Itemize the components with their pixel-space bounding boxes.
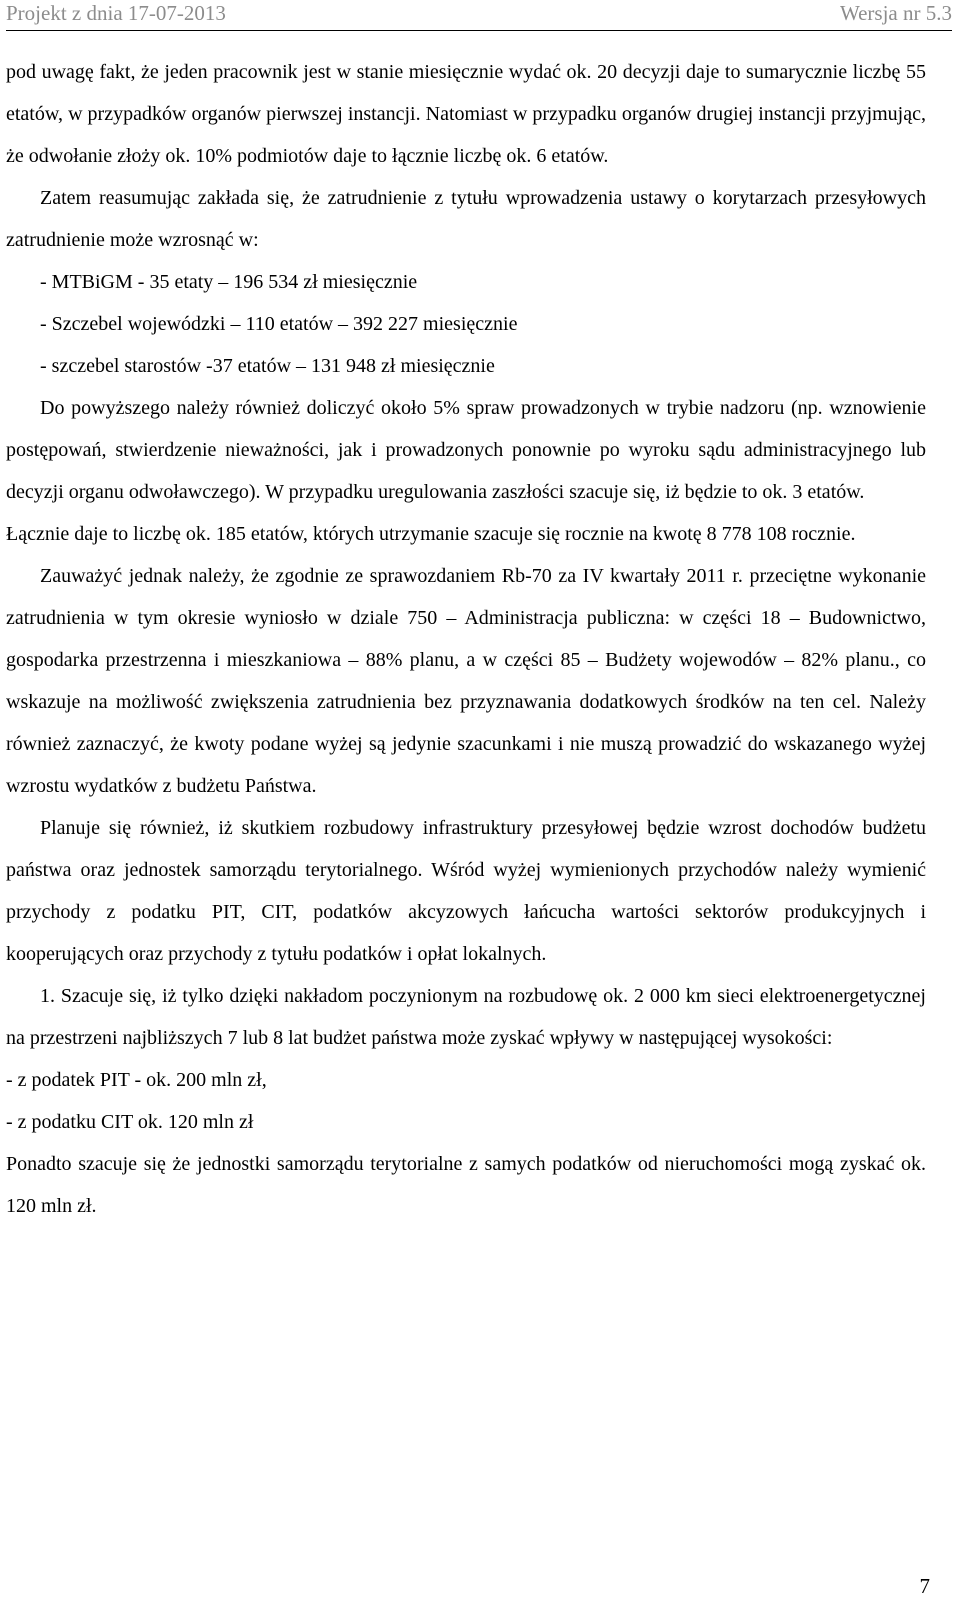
- page-header: [6, 0, 952, 31]
- paragraph-summary: Zatem reasumując zakłada się, że zatrudnienie z tytułu wprowadzenia ustawy o korytarzach przesyłowych zatrudnienie może wzrosnąć w:: [6, 187, 926, 251]
- list-item-cit: - z podatku CIT ok. 120 mln zł: [6, 1111, 254, 1133]
- paragraph-point-1: 1. Szacuje się, iż tylko dzięki nakładom poczynionym na rozbudowę ok. 2 000 km sieci elektroenergetycznej na przestrzeni najbliższych 7 lub 8 lat budżet państwa może zyskać wpływy w następującej wysokości:: [6, 985, 926, 1049]
- paragraph-intro: pod uwagę fakt, że jeden pracownik jest w stanie miesięcznie wydać ok. 20 decyzji daje to sumarycznie liczbę 55 etatów, w przypadków organów pierwszej instancji. Natomiast w przypadku organów drugiej instancji przyjmując, że odwołanie złoży ok. 10% podmiotów daje to łącznie liczbę ok. 6 etatów.: [6, 61, 926, 167]
- paragraph-revenue: Planuje się również, iż skutkiem rozbudowy infrastruktury przesyłowej będzie wzrost dochodów budżetu państwa oraz jednostek samorządu terytorialnego. Wśród wyżej wymienionych przychodów należy wymienić przychody z podatku PIT, CIT, podatków akcyzowych łańcucha wartości sektorów produkcyjnych i kooperujących oraz przychody z tytułu podatków i opłat lokalnych.: [6, 817, 926, 965]
- paragraph-rb70: Zauważyć jednak należy, że zgodnie ze sprawozdaniem Rb-70 za IV kwartały 2011 r. przeciętne wykonanie zatrudnienia w tym okresie wyniosło w dziale 750 – Administracja publiczna: w części 18 – Budownictwo, gospodarka przestrzenna i mieszkaniowa – 88% planu, a w części 85 – Budżety wojewodów – 82% planu., co wskazuje na możliwość zwiększenia zatrudnienia bez przyznawania dodatkowych środków na ten cel. Należy również zaznaczyć, że kwoty podane wyżej są jedynie szacunkami i nie muszą prowadzić do wskazanego wyżej wzrostu wydatków z budżetu Państwa.: [6, 565, 926, 797]
- list-item-wojewodzki: - Szczebel wojewódzki – 110 etatów – 392 227 miesięcznie: [40, 313, 518, 335]
- paragraph-local-taxes: Ponadto szacuje się że jednostki samorządu terytorialne z samych podatków od nieruchomości mogą zyskać ok. 120 mln zł.: [6, 1153, 926, 1217]
- list-item-starostow: - szczebel starostów -37 etatów – 131 948 zł miesięcznie: [40, 355, 495, 377]
- header-project-date: Projekt z dnia 17-07-2013: [6, 1, 226, 25]
- list-item-mtbigm: - MTBiGM - 35 etaty – 196 534 zł miesięcznie: [40, 271, 418, 293]
- page-number: 7: [919, 1574, 930, 1598]
- header-version: Wersja nr 5.3: [839, 1, 952, 25]
- document-body: [6, 51, 926, 1227]
- paragraph-nadzor: Do powyższego należy również doliczyć około 5% spraw prowadzonych w trybie nadzoru (np. wznowienie postępowań, stwierdzenie nieważności, jak i prowadzonych ponownie po wyroku sądu administracyjnego lub decyzji organu odwoławczego). W przypadku uregulowania zaszłości szacuje się, iż będzie to ok. 3 etatów.: [6, 397, 926, 503]
- list-item-pit: - z podatek PIT - ok. 200 mln zł,: [6, 1069, 267, 1091]
- paragraph-total: Łącznie daje to liczbę ok. 185 etatów, których utrzymanie szacuje się rocznie na kwotę 8 778 108 rocznie.: [6, 523, 856, 545]
